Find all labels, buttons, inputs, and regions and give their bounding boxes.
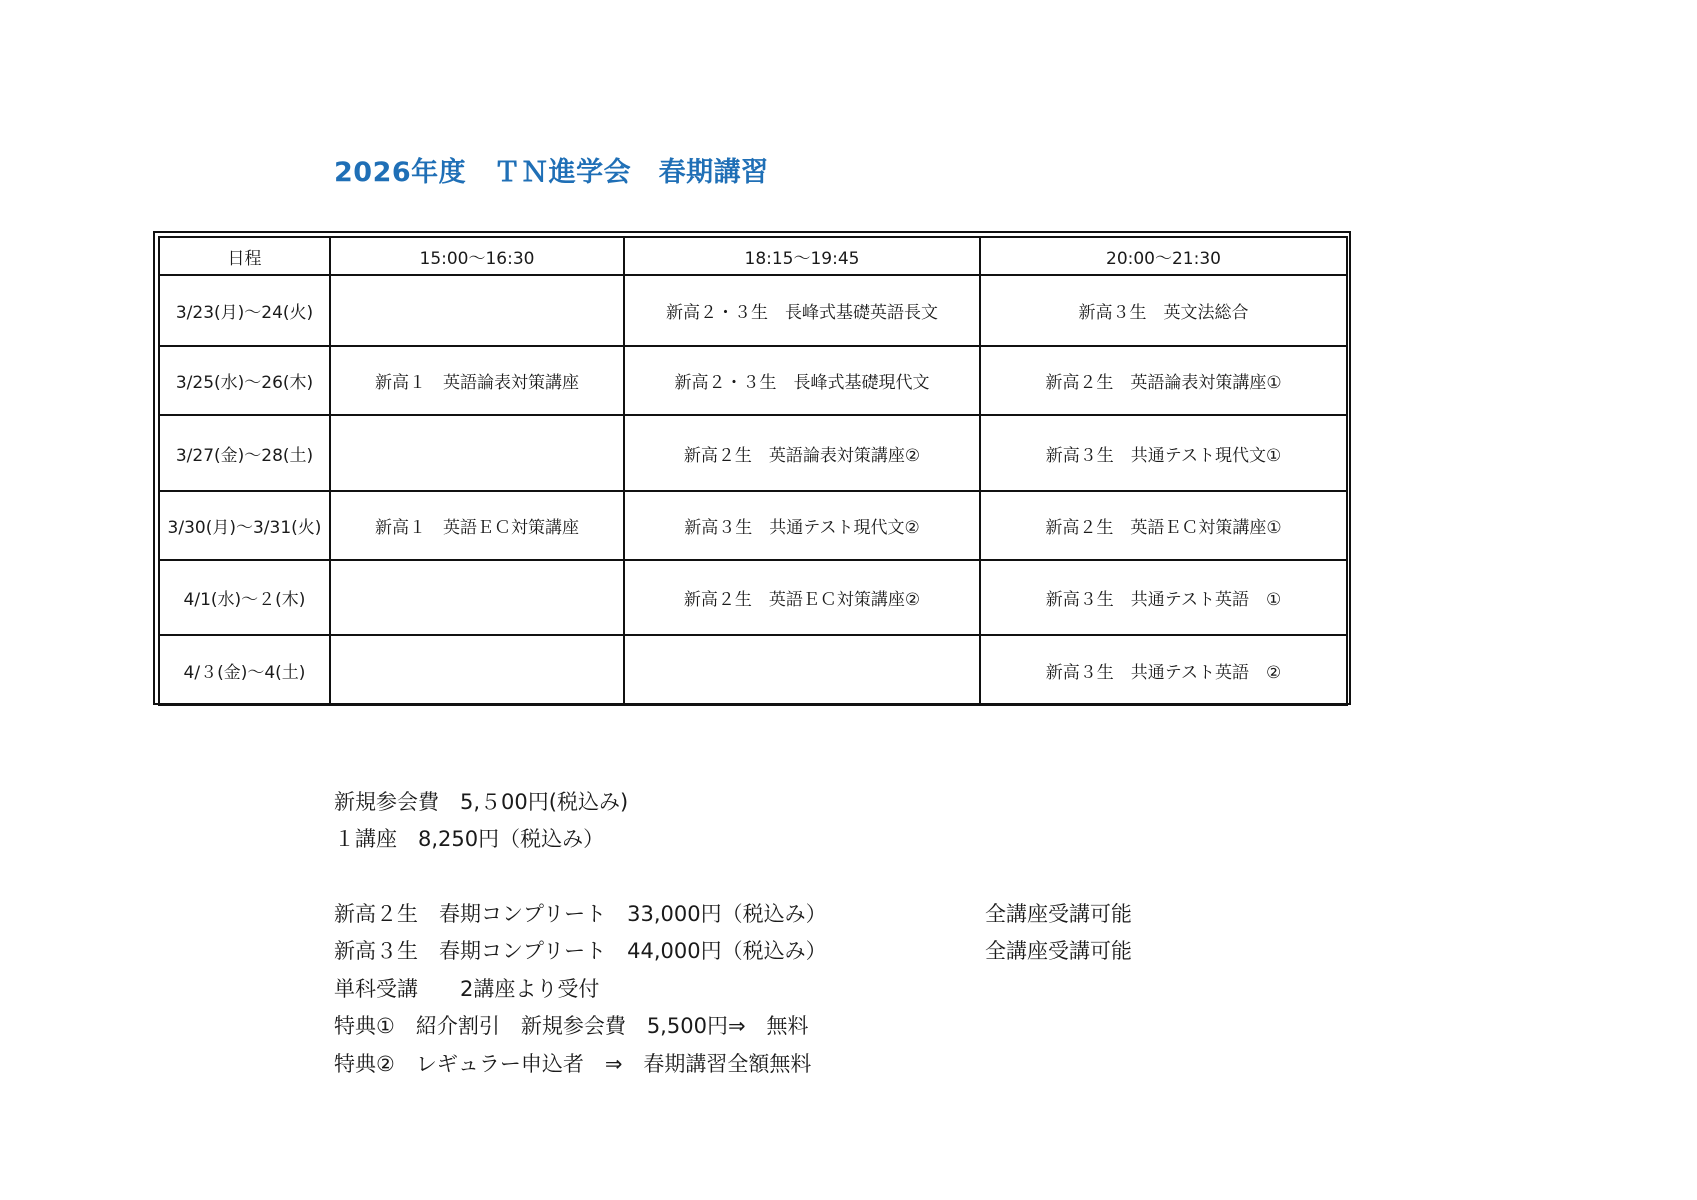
date-cell: 4/1(水)～２(木) xyxy=(159,560,330,635)
date-cell: 3/23(月)～24(火) xyxy=(159,275,330,346)
single-course-note: 単科受講 2講座より受付 xyxy=(334,977,600,1001)
table-row xyxy=(159,346,1347,415)
benefit-2: 特典② レギュラー申込者 ⇒ 春期講習全額無料 xyxy=(334,1052,812,1076)
header-date: 日程 xyxy=(159,237,330,275)
benefit-1: 特典① 紹介割引 新規参会費 5,500円⇒ 無料 xyxy=(334,1014,809,1038)
grade3-complete-plan: 新高３生 春期コンプリート 44,000円（税込み） xyxy=(334,939,827,963)
header-slot-2: 18:15～19:45 xyxy=(624,237,980,275)
course-cell: 新高３生 共通テスト英語 ② xyxy=(980,635,1347,705)
schedule-table-frame xyxy=(153,231,1351,705)
course-cell xyxy=(330,635,624,705)
page-title: 2026年度 ＴＮ進学会 春期講習 xyxy=(334,157,769,188)
course-cell xyxy=(624,635,980,705)
course-cell: 新高３生 英文法総合 xyxy=(980,275,1347,346)
course-cell: 新高１ 英語論表対策講座 xyxy=(330,346,624,415)
course-cell: 新高３生 共通テスト現代文① xyxy=(980,415,1347,491)
table-header-row xyxy=(159,237,1347,275)
course-cell: 新高３生 共通テスト現代文② xyxy=(624,491,980,560)
course-cell: 新高２生 英語論表対策講座② xyxy=(624,415,980,491)
course-cell: 新高２生 英語論表対策講座① xyxy=(980,346,1347,415)
header-slot-3: 20:00～21:30 xyxy=(980,237,1347,275)
header-slot-1: 15:00～16:30 xyxy=(330,237,624,275)
course-cell: 新高２・３生 長峰式基礎現代文 xyxy=(624,346,980,415)
table-row xyxy=(159,635,1347,705)
course-cell: 新高２・３生 長峰式基礎英語長文 xyxy=(624,275,980,346)
course-cell: 新高２生 英語ＥＣ対策講座① xyxy=(980,491,1347,560)
per-course-fee: １講座 8,250円（税込み） xyxy=(334,827,605,851)
grade2-plan-note: 全講座受講可能 xyxy=(985,902,1132,926)
table-row xyxy=(159,560,1347,635)
grade3-plan-note: 全講座受講可能 xyxy=(985,939,1132,963)
table-row xyxy=(159,491,1347,560)
grade2-complete-plan: 新高２生 春期コンプリート 33,000円（税込み） xyxy=(334,902,827,926)
course-cell: 新高３生 共通テスト英語 ① xyxy=(980,560,1347,635)
date-cell: 3/27(金)～28(土) xyxy=(159,415,330,491)
table-row xyxy=(159,415,1347,491)
course-cell xyxy=(330,275,624,346)
date-cell: 4/３(金)～4(土) xyxy=(159,635,330,705)
course-cell: 新高１ 英語ＥＣ対策講座 xyxy=(330,491,624,560)
date-cell: 3/25(水)～26(木) xyxy=(159,346,330,415)
table-row xyxy=(159,275,1347,346)
registration-fee: 新規参会費 5,５00円(税込み) xyxy=(334,790,629,814)
course-cell xyxy=(330,560,624,635)
course-cell: 新高２生 英語ＥＣ対策講座② xyxy=(624,560,980,635)
course-cell xyxy=(330,415,624,491)
schedule-table xyxy=(158,236,1348,706)
date-cell: 3/30(月)～3/31(火) xyxy=(159,491,330,560)
